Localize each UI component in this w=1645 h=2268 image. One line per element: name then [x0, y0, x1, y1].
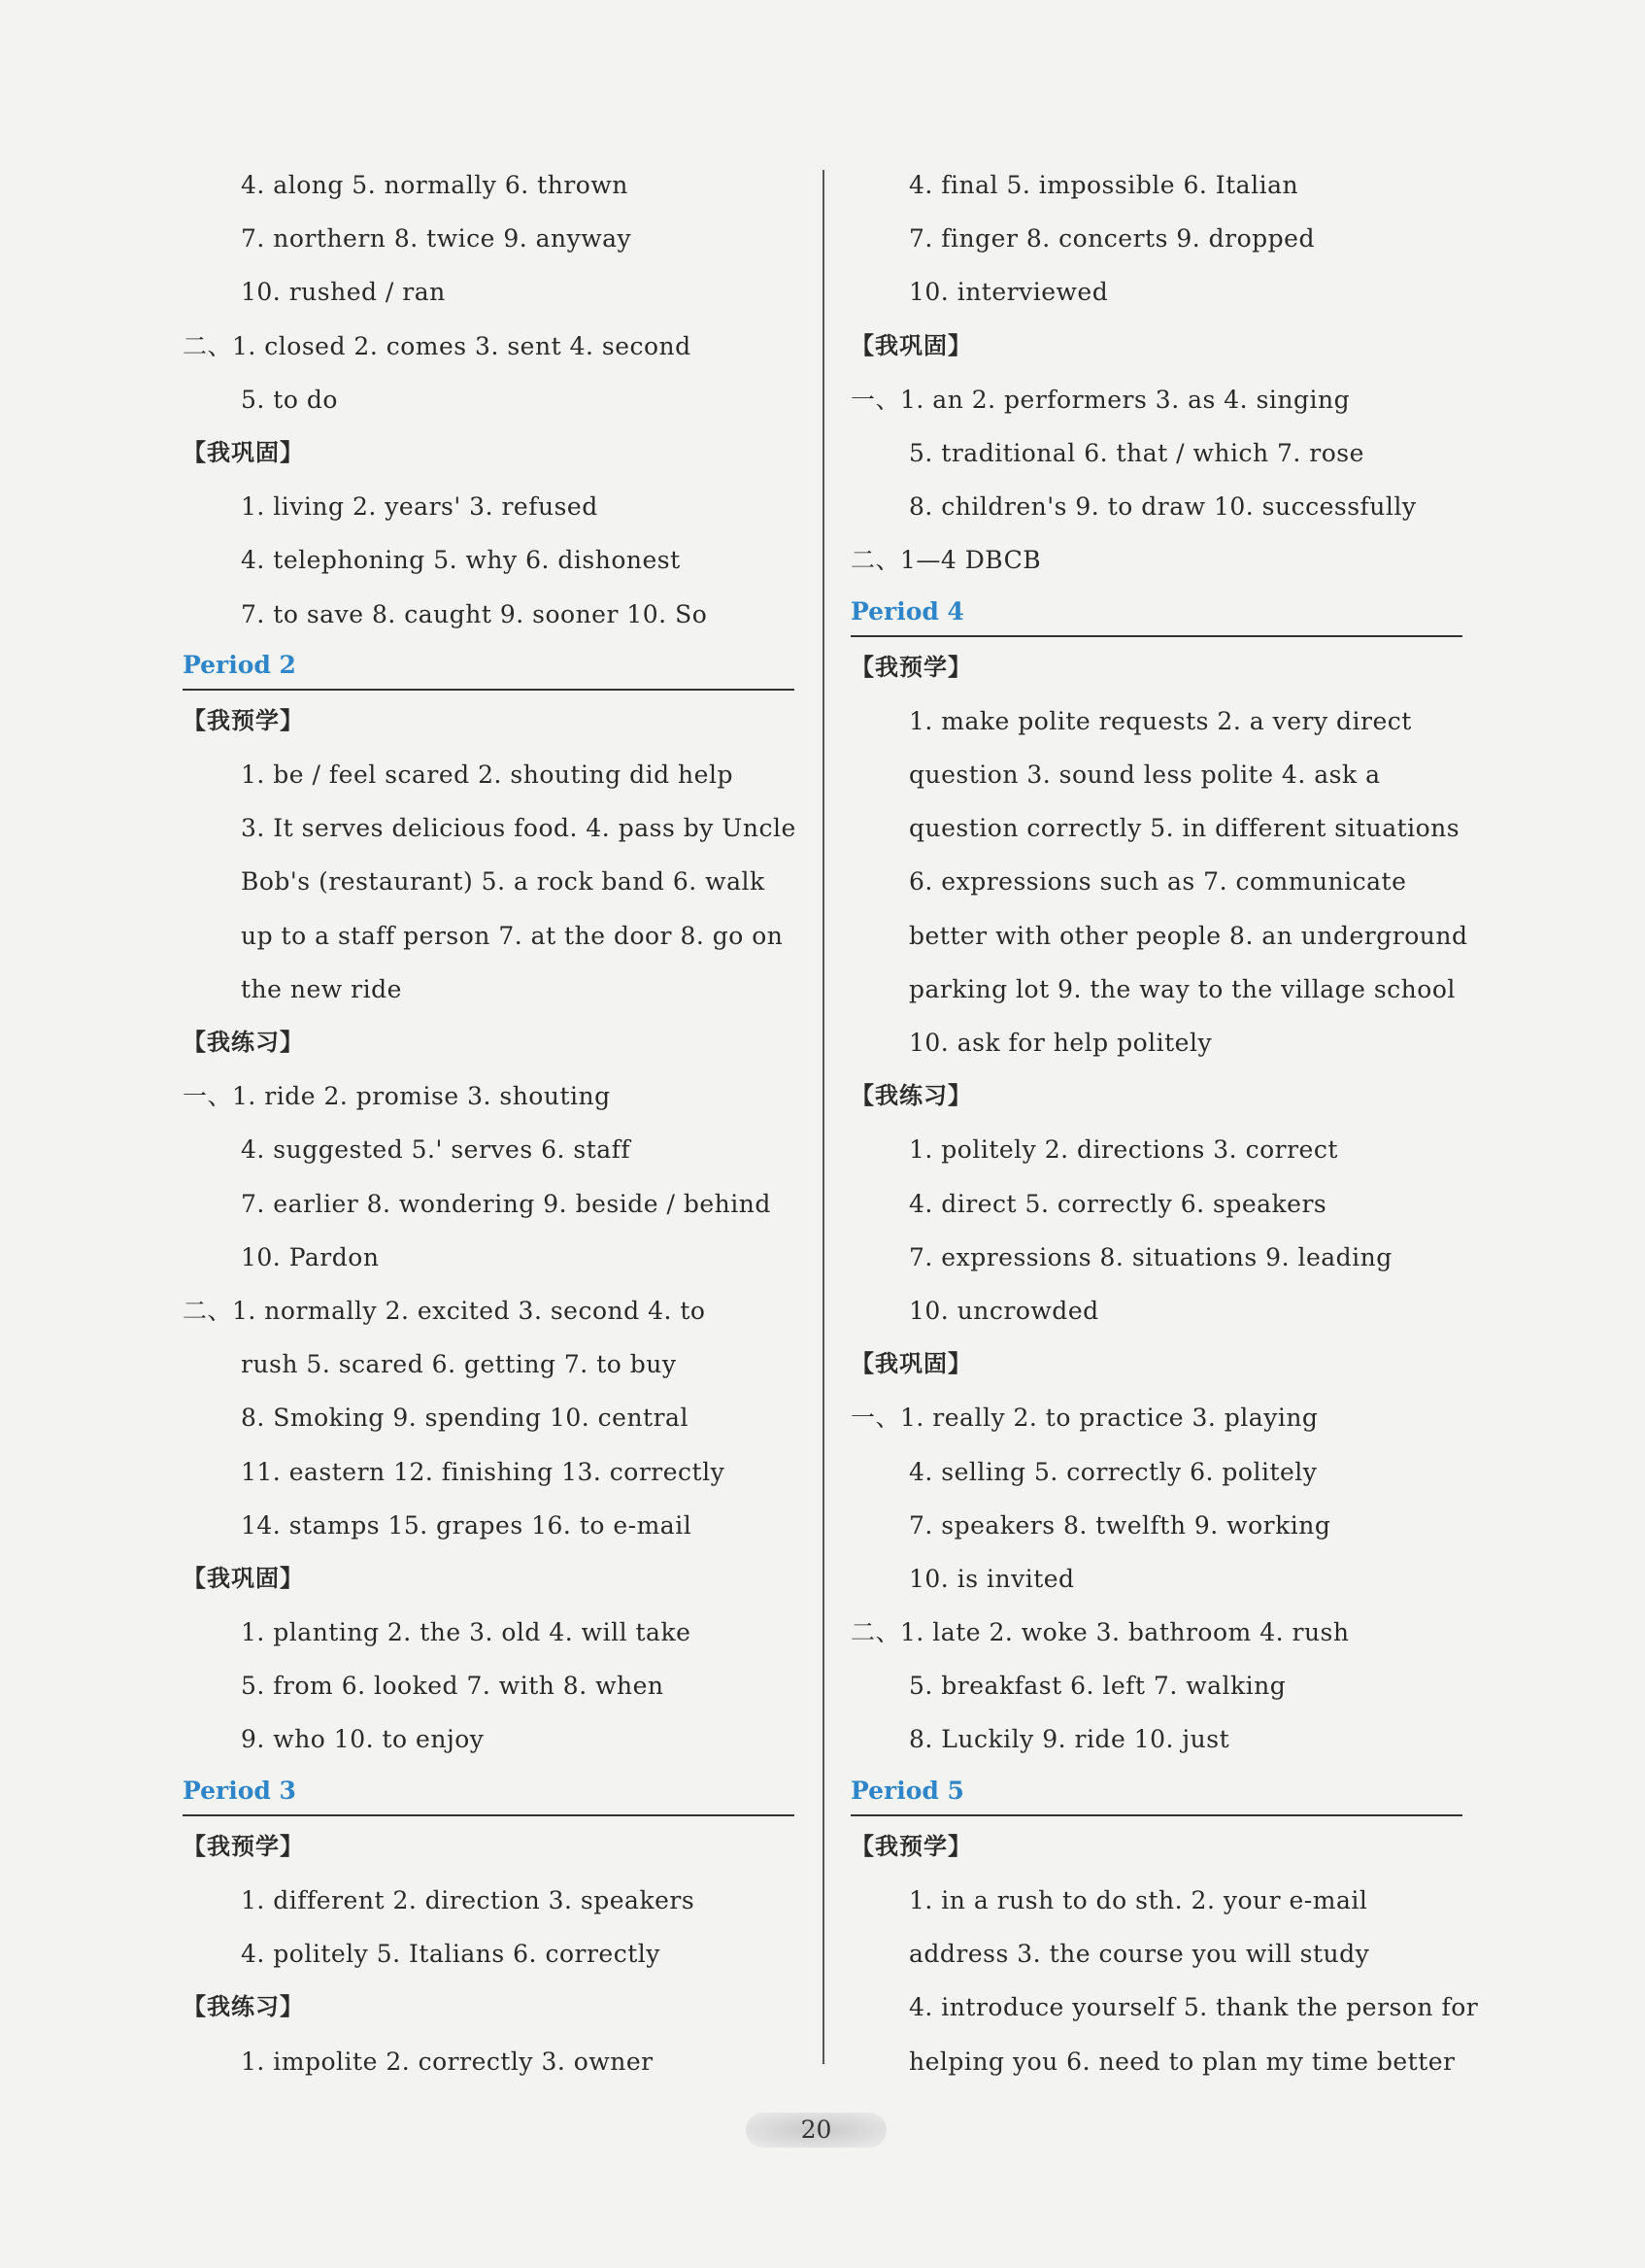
answer-line: 一、1. an 2. performers 3. as 4. singing — [851, 385, 1351, 414]
period-title: Period 4 — [851, 596, 964, 626]
period-heading — [851, 1767, 1472, 1820]
answer-line: 10. ask for help politely — [909, 1029, 1213, 1057]
answer-line: up to a staff person 7. at the door 8. go on — [241, 921, 784, 950]
column-divider — [822, 170, 824, 2064]
answer-line: 1. make polite requests 2. a very direct — [909, 706, 1412, 735]
answer-line: question 3. sound less polite 4. ask a — [909, 761, 1381, 790]
answer-line: 4. along 5. normally 6. thrown — [241, 171, 628, 199]
answer-line: 9. who 10. to enjoy — [241, 1725, 485, 1754]
answer-line: 8. Luckily 9. ride 10. just — [909, 1725, 1230, 1754]
answer-line: 1. different 2. direction 3. speakers — [241, 1886, 695, 1914]
answer-line: 14. stamps 15. grapes 16. to e-mail — [241, 1510, 692, 1540]
answer-line: helping you 6. need to plan my time better — [909, 2047, 1456, 2076]
section-heading: 【我预学】 — [851, 1832, 972, 1860]
answer-line: 5. breakfast 6. left 7. walking — [909, 1672, 1287, 1701]
answer-line: the new ride — [241, 974, 402, 1003]
answer-line: rush 5. scared 6. getting 7. to buy — [241, 1350, 677, 1379]
answer-line: 二、1. normally 2. excited 3. second 4. to — [183, 1296, 706, 1325]
answer-line: 5. from 6. looked 7. with 8. when — [241, 1672, 664, 1701]
period-title: Period 5 — [851, 1776, 964, 1805]
period-heading — [183, 641, 804, 694]
answer-line: 4. telephoning 5. why 6. dishonest — [241, 546, 681, 575]
answer-line: 8. children's 9. to draw 10. successfully — [909, 492, 1417, 522]
right-column — [851, 158, 1479, 2088]
answer-line: 1. politely 2. directions 3. correct — [909, 1135, 1338, 1165]
answer-line: 8. Smoking 9. spending 10. central — [241, 1404, 688, 1433]
answer-line: 1. living 2. years' 3. refused — [241, 492, 598, 522]
section-heading: 【我练习】 — [183, 1029, 304, 1056]
answer-line: 6. expressions such as 7. communicate — [909, 867, 1407, 897]
answer-line: 1. be / feel scared 2. shouting did help — [241, 761, 733, 790]
section-heading: 【我巩固】 — [183, 1564, 304, 1592]
answer-line: address 3. the course you will study — [909, 1940, 1370, 1969]
answer-line: question correctly 5. in different situations — [909, 814, 1460, 843]
answer-line: 10. rushed / ran — [241, 278, 446, 307]
section-heading: 【我预学】 — [183, 706, 304, 734]
answer-line: 10. is invited — [909, 1564, 1075, 1593]
period-heading — [183, 1767, 804, 1820]
answer-line: Bob's (restaurant) 5. a rock band 6. walk — [241, 867, 765, 897]
answer-line: 5. to do — [241, 385, 338, 414]
answer-line: 7. finger 8. concerts 9. dropped — [909, 224, 1315, 254]
section-heading: 【我预学】 — [183, 1832, 304, 1860]
answer-line: 11. eastern 12. finishing 13. correctly — [241, 1457, 725, 1486]
answer-line: 7. earlier 8. wondering 9. beside / behind — [241, 1189, 771, 1218]
answer-line: 4. suggested 5.' serves 6. staff — [241, 1135, 631, 1165]
section-heading: 【我预学】 — [851, 653, 972, 681]
answer-line: 1. planting 2. the 3. old 4. will take — [241, 1618, 691, 1647]
answer-line: 4. introduce yourself 5. thank the person for — [909, 1993, 1479, 2022]
period-rule — [183, 689, 794, 691]
period-title: Period 2 — [183, 650, 296, 679]
answer-line: 10. uncrowded — [909, 1296, 1099, 1325]
answer-line: parking lot 9. the way to the village school — [909, 974, 1456, 1003]
period-rule — [183, 1814, 794, 1816]
answer-line: 5. traditional 6. that / which 7. rose — [909, 438, 1364, 467]
answer-line: 3. It serves delicious food. 4. pass by Uncle — [241, 814, 796, 843]
answer-line: 4. selling 5. correctly 6. politely — [909, 1457, 1318, 1486]
section-heading: 【我巩固】 — [851, 331, 972, 359]
section-heading: 【我练习】 — [183, 1993, 304, 2021]
left-column — [183, 158, 804, 2088]
answer-line: 一、1. ride 2. promise 3. shouting — [183, 1082, 611, 1111]
answer-line: 二、1—4 DBCB — [851, 546, 1042, 575]
period-rule — [851, 1814, 1462, 1816]
answer-line: 二、1. closed 2. comes 3. sent 4. second — [183, 331, 691, 360]
answer-line: 7. expressions 8. situations 9. leading — [909, 1242, 1393, 1271]
period-heading — [851, 588, 1472, 641]
answer-line: 10. interviewed — [909, 278, 1109, 307]
answer-line: 4. final 5. impossible 6. Italian — [909, 171, 1299, 199]
section-heading: 【我巩固】 — [183, 438, 304, 466]
period-title: Period 3 — [183, 1776, 296, 1805]
answer-line: 7. speakers 8. twelfth 9. working — [909, 1510, 1331, 1540]
answer-line: 4. direct 5. correctly 6. speakers — [909, 1189, 1327, 1218]
section-heading: 【我练习】 — [851, 1082, 972, 1110]
answer-line: 7. to save 8. caught 9. sooner 10. So — [241, 599, 708, 628]
section-heading: 【我巩固】 — [851, 1350, 972, 1378]
answer-line: 10. Pardon — [241, 1242, 380, 1271]
period-rule — [851, 635, 1462, 637]
answer-line: 1. in a rush to do sth. 2. your e-mail — [909, 1886, 1368, 1914]
answer-line: 1. impolite 2. correctly 3. owner — [241, 2047, 654, 2076]
answer-line: 7. northern 8. twice 9. anyway — [241, 224, 632, 254]
answer-line: 一、1. really 2. to practice 3. playing — [851, 1404, 1319, 1433]
answer-line: 4. politely 5. Italians 6. correctly — [241, 1940, 660, 1969]
page-number: 20 — [746, 2113, 887, 2148]
answer-line: 二、1. late 2. woke 3. bathroom 4. rush — [851, 1618, 1350, 1647]
answer-line: better with other people 8. an underground — [909, 921, 1468, 950]
